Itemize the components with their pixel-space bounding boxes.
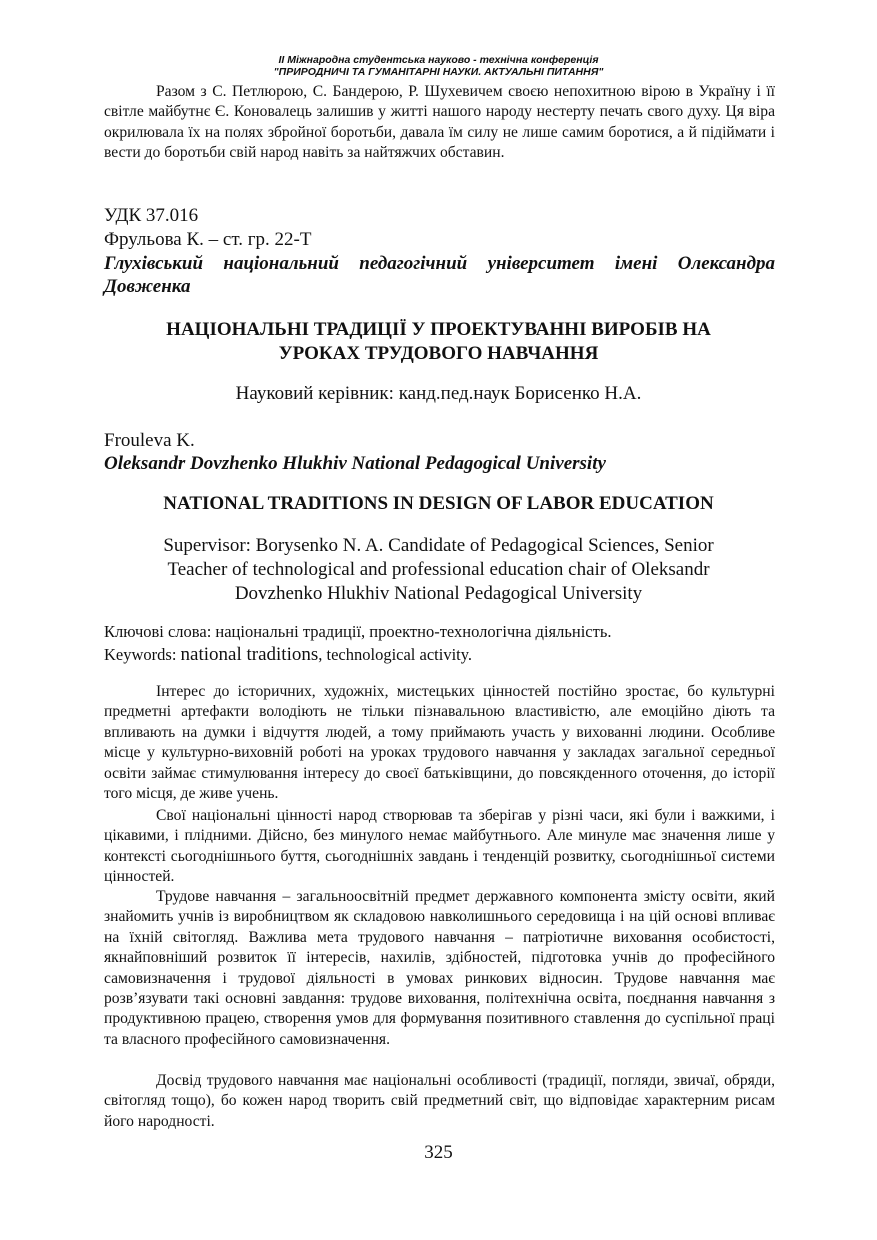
supervisor-en-line1: Supervisor: Borysenko N. A. Candidate of Pedagogical Sciences, Senior xyxy=(163,535,714,556)
body-paragraph-3: Трудове навчання – загальноосвітній предмет державного компонента змісту освіти, який знайомить учнів із виробництвом як складовою навколишнього середовища і на цій основі впливає на їхній світогляд. Важлива мета трудового навчання – патріотичне виховання особистості, якнайповніший розвиток її інтересів, нахилів, здібностей, підготовка учнів до професійного самовизначення і трудової діяльності в умовах ринкових відносин. Трудове навчання має розв’язувати такі основні завдання: трудове виховання, політехнічна освіта, поєднання навчання з продуктивною працею, створення умов для формування позитивного ставлення до суспільної праці та власного професійного самовизначення. xyxy=(104,888,775,1048)
body-paragraph-4: Досвід трудового навчання має національні особливості (традиції, погляди, звичаї, обряди, світогляд тощо), бо кожен народ творить свій предметний світ, що відповідає характерним рисам його народності. xyxy=(104,1072,775,1130)
supervisor-ua: Науковий керівник: канд.пед.наук Борисенко Н.А. xyxy=(235,383,642,404)
page-number: 325 xyxy=(424,1142,453,1163)
title-ua-line2: УРОКАХ ТРУДОВОГО НАВЧАННЯ xyxy=(278,343,599,364)
author-en: Frouleva K. xyxy=(104,430,195,451)
title-ua-line1: НАЦІОНАЛЬНІ ТРАДИЦІЇ У ПРОЕКТУВАННІ ВИРОБІВ НА xyxy=(166,319,711,340)
affiliation-en: Oleksandr Dovzhenko Hlukhiv National Pedagogical University xyxy=(104,453,606,474)
affiliation-ua: Глухівський національний педагогічний університет імені Олександра Довженка xyxy=(104,253,775,297)
conference-header-line2: "ПРИРОДНИЧІ ТА ГУМАНІТАРНІ НАУКИ. АКТУАЛЬНІ ПИТАННЯ" xyxy=(273,66,604,78)
conference-header-line1: ІІ Міжнародна студентська науково - технічна конференція xyxy=(278,54,599,66)
udk-code: УДК 37.016 xyxy=(104,205,199,226)
supervisor-en-line3: Dovzhenko Hlukhiv National Pedagogical University xyxy=(234,583,643,604)
title-en: NATIONAL TRADITIONS IN DESIGN OF LABOR EDUCATION xyxy=(163,493,714,514)
keywords-ua: Ключові слова: національні традиції, проектно-технологічна діяльність. xyxy=(104,622,612,641)
supervisor-en-line2: Teacher of technological and professional education chair of Oleksandr xyxy=(167,559,710,580)
author-ua: Фрульова К. – ст. гр. 22-Т xyxy=(104,229,312,250)
keywords-en-term: national traditions xyxy=(180,644,319,665)
keywords-en-rest: , technological activity. xyxy=(318,645,473,664)
keywords-en-label: Keywords: xyxy=(104,645,181,664)
keywords-en xyxy=(104,644,472,666)
intro-paragraph: Разом з С. Петлюрою, С. Бандерою, Р. Шухевичем своєю непохитною вірою в Україну і її світле майбутнє Є. Коновалець залишив у житті нашого народу нестерту печать свого духу. Ця віра окрилювала їх на полях збройної боротьби, давала їм силу не лише самим боротися, а й підіймати і вести до боротьби свій народ навіть за найтяжчих обставин. xyxy=(104,83,775,162)
body-paragraph-2: Свої національні цінності народ створював та зберігав у різні часи, які були і важкими, і цікавими, і плідними. Дійсно, без минулого немає майбутнього. Але минуле має значення лише у контексті сьогоднішнього буття, сьогоднішніх завдань і тенденцій розвитку, сьогоднішньої системи цінностей. xyxy=(104,807,775,886)
body-paragraph-1: Інтерес до історичних, художніх, мистецьких цінностей постійно зростає, бо культурні предметні артефакти володіють не тільки пізнавальною властивістю, але емоційно діють та впливають на думки і відчуття людей, а тому приймають участь у вихованні людини. Особливе місце у культурно-виховній роботі на уроках трудового навчання у закладах загальної середньої освіти займає стимулювання інтересу до своєї батьківщини, до повсякденного оточення, до історії того місця, де живе учень. xyxy=(104,683,775,803)
